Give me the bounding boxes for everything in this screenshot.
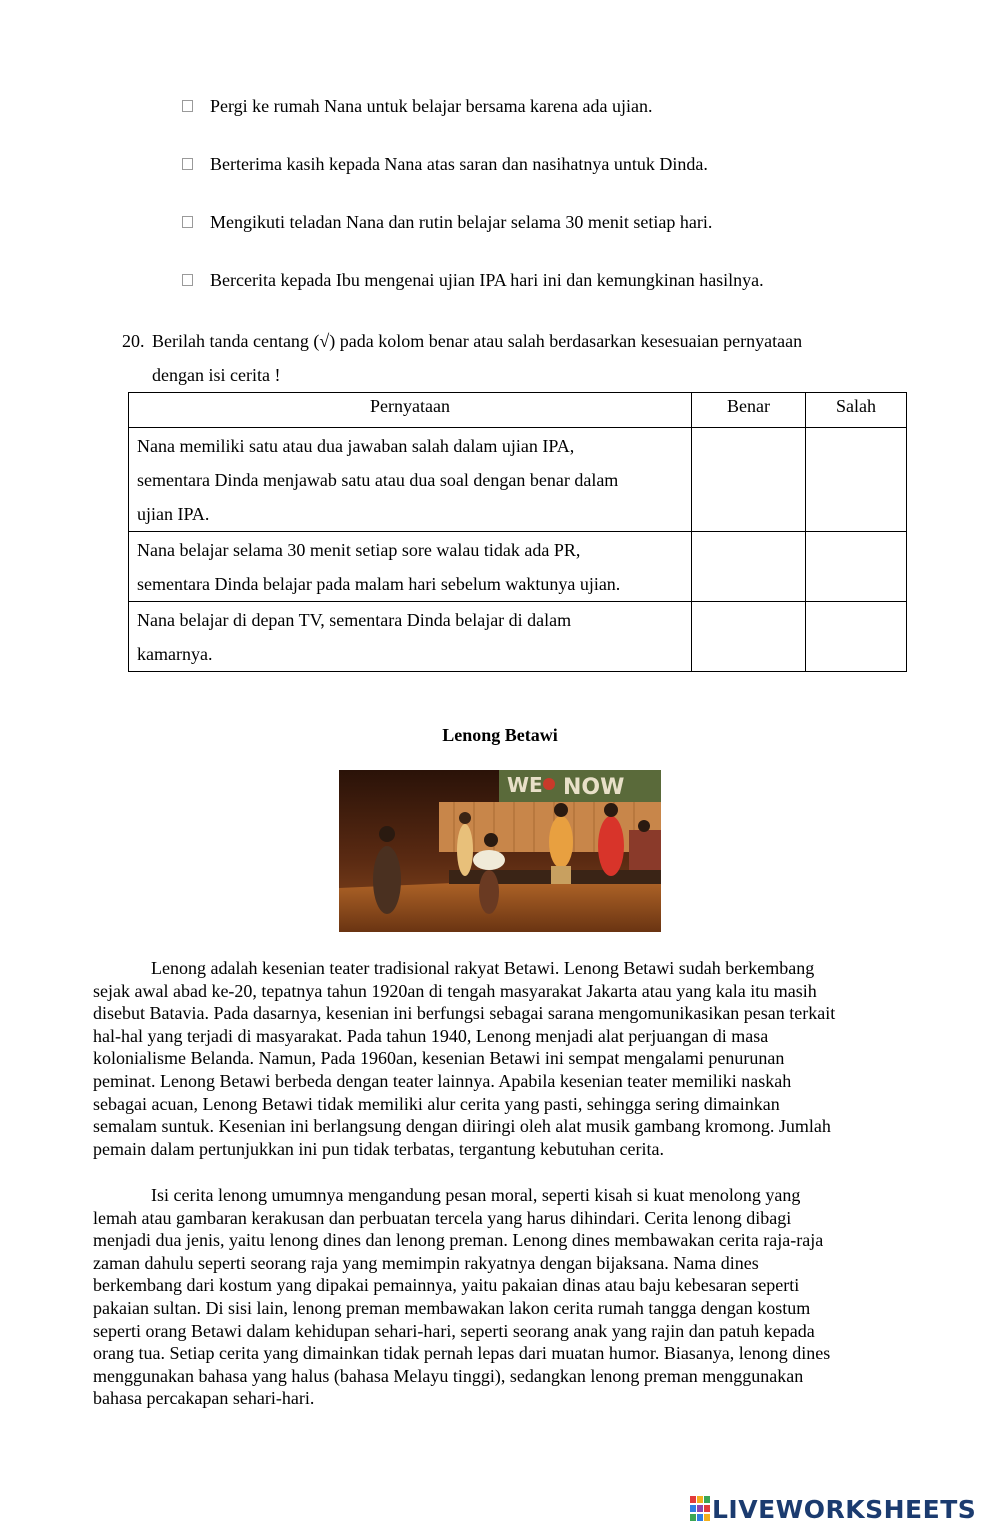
paragraph-line: menjadi dua jenis, yaitu lenong dines dan lenong preman. Lenong dines membawakan cerita raja-raja <box>93 1230 824 1251</box>
paragraph-line: disebut Batavia. Pada dasarnya, kesenian ini berfungsi sebagai sarana mengomunikasikan pesan terkait <box>93 1003 836 1024</box>
statement-line: Nana memiliki satu atau dua jawaban salah dalam ujian IPA, <box>137 436 575 456</box>
table-row <box>129 428 907 532</box>
paragraph-line <box>93 1184 908 1207</box>
option-checkbox[interactable] <box>182 100 193 112</box>
paragraph-line <box>93 957 908 980</box>
statement-cell <box>129 602 692 672</box>
option-text: Bercerita kepada Ibu mengenai ujian IPA hari ini dan kemungkinan hasilnya. <box>210 269 764 290</box>
salah-answer-cell[interactable] <box>806 428 907 532</box>
statement-table <box>128 392 907 672</box>
table-header-row <box>129 393 907 428</box>
statement-line: kamarnya. <box>137 644 213 664</box>
benar-answer-cell[interactable] <box>692 532 806 602</box>
option-checkbox[interactable] <box>182 274 193 286</box>
salah-answer-cell[interactable] <box>806 532 907 602</box>
option-checkbox[interactable] <box>182 158 193 170</box>
statement-line: ujian IPA. <box>137 504 210 524</box>
benar-answer-cell[interactable] <box>692 602 806 672</box>
paragraph-line: orang tua. Setiap cerita yang dimainkan tidak pernah lepas dari muatan humor. Biasanya, lenong dines <box>93 1343 831 1364</box>
paragraph-line: menggunakan bahasa yang halus (bahasa Melayu tinggi), sedangkan lenong preman menggunakan <box>93 1365 804 1386</box>
statement-cell <box>129 428 692 532</box>
benar-answer-cell[interactable] <box>692 428 806 532</box>
answer-option[interactable] <box>182 210 712 234</box>
paragraph-line: hal-hal yang terjadi di masyarakat. Pada tahun 1940, Lenong menjadi alat perjuangan di masa <box>93 1025 769 1046</box>
option-checkbox[interactable] <box>182 216 193 228</box>
question-instruction-line2: dengan isi cerita ! <box>152 365 281 385</box>
header-salah: Salah <box>806 393 907 428</box>
answer-option[interactable] <box>182 268 764 292</box>
paragraph-line: pemain dalam pertunjukkan ini pun tidak terbatas, tergantung kebutuhan cerita. <box>93 1138 664 1159</box>
paragraph-line: lemah atau gambaran kerakusan dan perbuatan tercela yang harus dihindari. Cerita lenong dibagi <box>93 1207 792 1228</box>
liveworksheets-logo-icon <box>690 1496 712 1522</box>
paragraph-line: bahasa percakapan sehari-hari. <box>93 1388 315 1409</box>
svg-text:WE: WE <box>507 773 543 797</box>
liveworksheets-logo <box>690 1494 976 1524</box>
paragraph-line: sebagai acuan, Lenong Betawi tidak memiliki alur cerita yang pasti, sehingga sering dimainkan <box>93 1093 780 1114</box>
answer-option[interactable] <box>182 94 653 118</box>
statement-line: sementara Dinda menjawab satu atau dua soal dengan benar dalam <box>137 470 619 490</box>
table-row <box>129 602 907 672</box>
paragraph-line: sejak awal abad ke-20, tepatnya tahun 1920an di tengah masyarakat Jakarta atau yang kala itu masih <box>93 980 817 1001</box>
table-row <box>129 532 907 602</box>
header-benar: Benar <box>692 393 806 428</box>
paragraph-line: peminat. Lenong Betawi berbeda dengan teater lainnya. Apabila kesenian teater memiliki naskah <box>93 1070 792 1091</box>
lenong-stage-photo <box>339 770 661 932</box>
question-instruction-line1: Berilah tanda centang (√) pada kolom benar atau salah berdasarkan kesesuaian pernyataan <box>152 331 803 351</box>
paragraph-line: zaman dahulu seperti seorang raja yang memimpin rakyatnya dengan bijaksana. Nama dines <box>93 1252 759 1273</box>
statement-line: sementara Dinda belajar pada malam hari sebelum waktunya ujian. <box>137 574 621 594</box>
reading-paragraph-1 <box>93 957 908 1160</box>
option-text: Pergi ke rumah Nana untuk belajar bersama karena ada ujian. <box>210 95 653 116</box>
statement-line: Nana belajar di depan TV, sementara Dinda belajar di dalam <box>137 610 572 630</box>
statement-cell <box>129 532 692 602</box>
paragraph-line: pakaian sultan. Di sisi lain, lenong preman membawakan lakon cerita rumah tangga dengan kostum <box>93 1297 811 1318</box>
question-number: 20. <box>122 331 145 351</box>
answer-option[interactable] <box>182 152 708 176</box>
paragraph-line: berkembang dari kostum yang dipakai pemainnya, yaitu pakaian dinas atau baju kebesaran seperti <box>93 1275 800 1296</box>
paragraph-line: seperti orang Betawi dalam kehidupan sehari-hari, seperti seorang anak yang rajin dan patuh kepada <box>93 1320 815 1341</box>
reading-paragraph-2 <box>93 1184 908 1410</box>
paragraph-line-text: Isi cerita lenong umumnya mengandung pesan moral, seperti kisah si kuat menolong yang <box>151 1185 801 1205</box>
header-pernyataan: Pernyataan <box>129 393 692 428</box>
svg-text:NOW: NOW <box>563 775 625 800</box>
question-20 <box>122 324 902 392</box>
paragraph-line: semalam suntuk. Kesenian ini berlangsung dengan diiringi oleh alat musik gambang kromong. Jumlah <box>93 1116 831 1137</box>
brand-text: LIVEWORKSHEETS <box>712 1494 977 1524</box>
option-text: Berterima kasih kepada Nana atas saran dan nasihatnya untuk Dinda. <box>210 153 708 174</box>
paragraph-line: kolonialisme Belanda. Namun, Pada 1960an, kesenian Betawi ini sempat mengalami penurunan <box>93 1048 785 1069</box>
statement-line: Nana belajar selama 30 menit setiap sore walau tidak ada PR, <box>137 540 581 560</box>
option-text: Mengikuti teladan Nana dan rutin belajar selama 30 menit setiap hari. <box>210 211 713 232</box>
reading-title: Lenong Betawi <box>442 725 558 745</box>
paragraph-line-text: Lenong adalah kesenian teater tradisional rakyat Betawi. Lenong Betawi sudah berkembang <box>151 958 815 978</box>
salah-answer-cell[interactable] <box>806 602 907 672</box>
stage-photo-illustration <box>339 770 661 932</box>
